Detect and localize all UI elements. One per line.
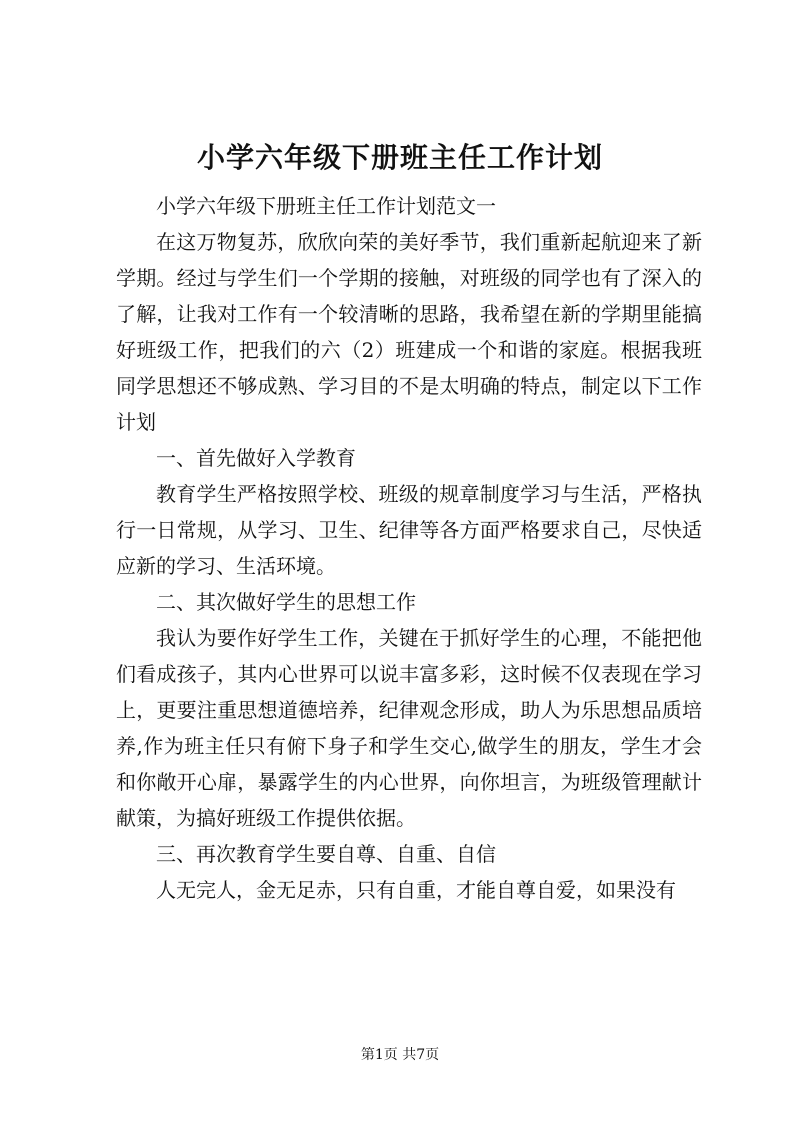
section-heading-1: 一、首先做好入学教育 (156, 446, 356, 470)
page-number-footer: 第1页 共7页 (360, 1047, 440, 1063)
intro-paragraph: 在这万物复苏，欣欣向荣的美好季节，我们重新起航迎来了新学期。经过与学生们一个学期的接触，对班级的同学也有了深入的了解，让我对工作有一个较清晰的思路，我希望在新的学期里能搞好班级工作，把我们的六（2）班建成一个和谐的家庭。根据我班同学思想还不够成熟、学习目的不是太明确的特点，制定以下工作计划 (116, 230, 702, 434)
section-paragraph-3: 人无完人，金无足赤，只有自重，才能自尊自爱，如果没有 (156, 878, 676, 902)
subtitle-paragraph: 小学六年级下册班主任工作计划范文一 (156, 194, 496, 218)
section-heading-2: 二、其次做好学生的思想工作 (156, 590, 416, 614)
section-paragraph-1: 教育学生严格按照学校、班级的规章制度学习与生活，严格执行一日常规，从学习、卫生、纪律等各方面严格要求自己，尽快适应新的学习、生活环境。 (116, 482, 702, 578)
section-heading-3: 三、再次教育学生要自尊、自重、自信 (156, 842, 496, 866)
document-body (116, 188, 702, 908)
document-title: 小学六年级下册班主任工作计划 (196, 141, 603, 174)
section-paragraph-2: 我认为要作好学生工作，关键在于抓好学生的心理，不能把他们看成孩子，其内心世界可以说丰富多彩，这时候不仅表现在学习上，更要注重思想道德培养，纪律观念形成，助人为乐思想品质培养,作为班主任只有俯下身子和学生交心,做学生的朋友，学生才会和你敞开心扉，暴露学生的内心世界，向你坦言，为班级管理献计献策，为搞好班级工作提供依据。 (116, 626, 702, 830)
